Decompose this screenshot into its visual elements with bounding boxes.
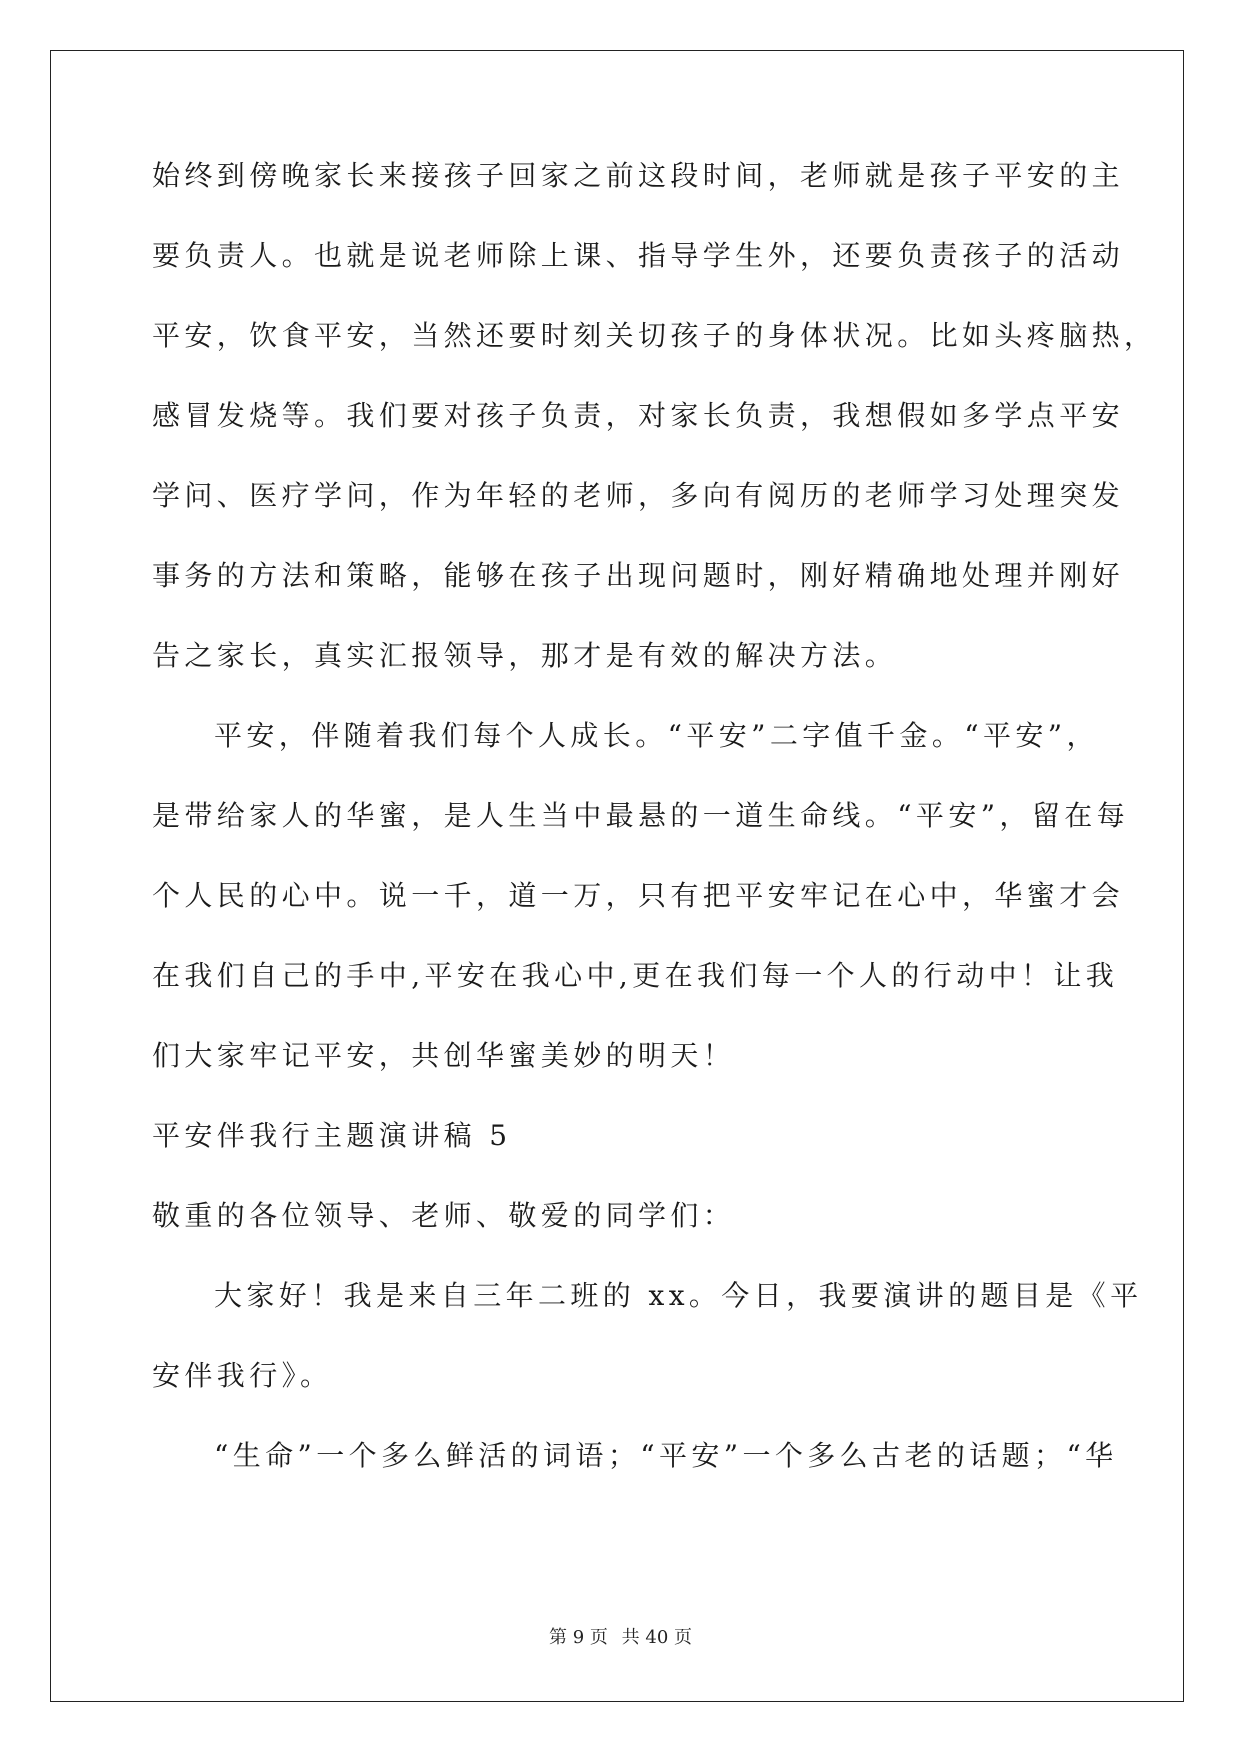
text-line: 告之家长，真实汇报领导，那才是有效的解决方法。 <box>152 639 898 672</box>
text-line: 平安，伴随着我们每个人成长。“平安”二字值千金。“平安”， <box>214 719 1099 752</box>
document-body <box>152 158 1157 1518</box>
text-line: 平安伴我行主题演讲稿 5 <box>152 1119 512 1152</box>
text-line: 是带给家人的华蜜，是人生当中最悬的一道生命线。“平安”，留在每 <box>152 799 1130 832</box>
text-line: 要负责人。也就是说老师除上课、指导学生外，还要负责孩子的活动 <box>152 239 1125 272</box>
text-line: 平安，饮食平安，当然还要时刻关切孩子的身体状况。比如头疼脑热， <box>152 319 1157 352</box>
page-total: 共 40 页 <box>621 1627 692 1648</box>
text-line: 事务的方法和策略，能够在孩子出现问题时，刚好精确地处理并刚好 <box>152 559 1125 592</box>
text-line: 个人民的心中。说一千，道一万，只有把平安牢记在心中，华蜜才会 <box>152 879 1125 912</box>
page-number: 第 9 页 <box>549 1627 608 1648</box>
text-line: 大家好！我是来自三年二班的 xx。今日，我要演讲的题目是《平 <box>214 1279 1143 1312</box>
text-line: 在我们自己的手中,平安在我心中,更在我们每一个人的行动中！让我 <box>152 959 1119 992</box>
text-line: 们大家牢记平安，共创华蜜美妙的明天！ <box>152 1039 736 1072</box>
text-line: 安伴我行》。 <box>152 1359 333 1392</box>
text-line: 敬重的各位领导、老师、敬爱的同学们： <box>152 1199 736 1232</box>
page-footer <box>0 1623 1241 1649</box>
text-line: 始终到傍晚家长来接孩子回家之前这段时间，老师就是孩子平安的主 <box>152 159 1125 192</box>
text-line: “生命”一个多么鲜活的词语；“平安”一个多么古老的话题；“华 <box>214 1439 1118 1472</box>
text-line: 学问、医疗学问，作为年轻的老师，多向有阅历的老师学习处理突发 <box>152 479 1125 512</box>
text-line: 感冒发烧等。我们要对孩子负责，对家长负责，我想假如多学点平安 <box>152 399 1125 432</box>
